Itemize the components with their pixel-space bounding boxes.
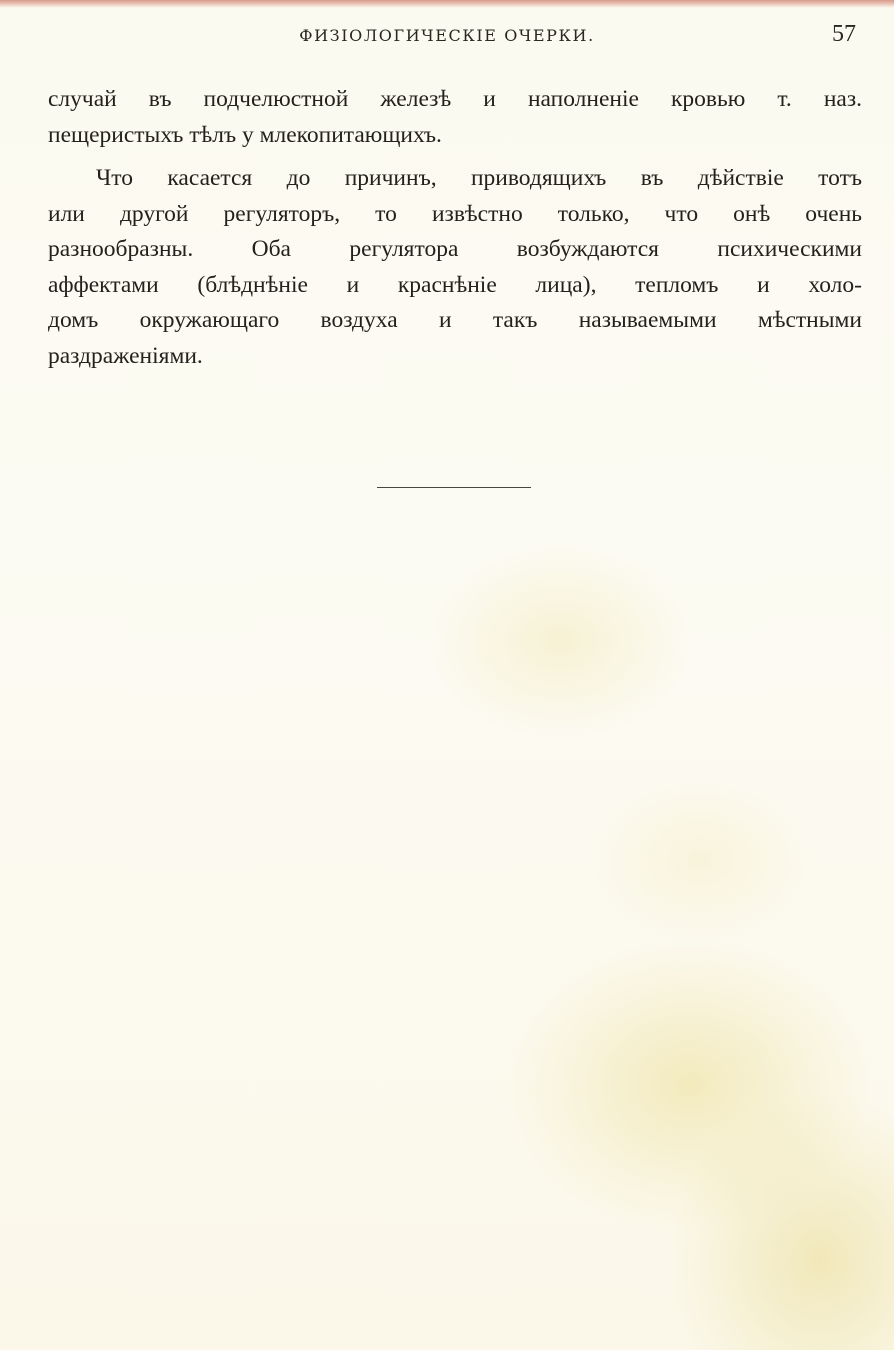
text-line: домъ окружающаго воздуха и такъ называемыми мѣстными — [48, 307, 862, 333]
text-line: разнообразны. Оба регулятора возбуждаются психическими — [48, 236, 862, 262]
body-text — [48, 82, 862, 374]
paragraph-1 — [48, 82, 862, 153]
text-line: случай въ подчелюстной железѣ и наполненіе кровью т. наз. — [48, 86, 862, 112]
running-title: ФИЗІОЛОГИЧЕСКІЕ ОЧЕРКИ. — [299, 26, 595, 45]
page-top-edge — [0, 0, 894, 8]
text-line: пещеристыхъ тѣлъ у млекопитающихъ. — [48, 121, 442, 148]
text-line: аффектами (блѣднѣніе и краснѣніе лица), тепломъ и холо- — [48, 271, 862, 298]
paragraph-2 — [48, 161, 862, 374]
section-separator-rule — [377, 487, 531, 488]
running-head — [0, 21, 894, 52]
paragraph-gap — [48, 153, 862, 161]
text-line: или другой регуляторъ, то извѣстно только, что онѣ очень — [48, 200, 862, 227]
text-line: Что касается до причинъ, приводящихъ въ дѣйствіе тотъ — [96, 165, 862, 191]
page-number: 57 — [832, 21, 856, 47]
text-line: раздраженіями. — [48, 342, 203, 369]
